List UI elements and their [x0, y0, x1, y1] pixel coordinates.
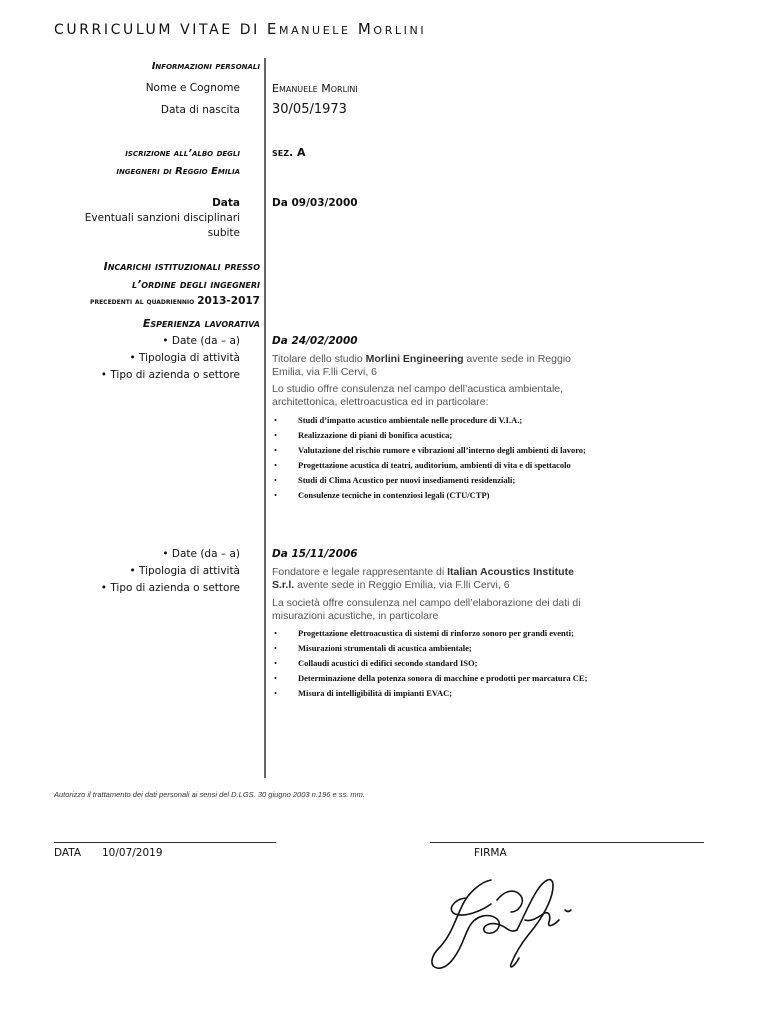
bullet-text: Misura di intelligibilità di impianti EVAC;	[298, 688, 453, 698]
section-albo	[40, 145, 240, 181]
job2-company-name: Italian Acoustics Institute	[447, 566, 574, 578]
job2-company-suffix: S.r.l.	[272, 579, 295, 591]
date-value: 10/07/2019	[102, 847, 163, 859]
job1-date-label: • Date (da – a)	[162, 335, 240, 347]
bullet-icon: •	[274, 673, 277, 683]
bullet-icon: •	[274, 658, 277, 668]
name-value: Emanuele Morlini	[272, 82, 358, 95]
sanctions-line2: subite	[207, 227, 240, 239]
name-label: Nome e Cognome	[145, 82, 240, 94]
job2-role	[272, 566, 612, 592]
handwritten-signature	[425, 860, 585, 980]
bullet-icon: •	[274, 415, 277, 425]
albo-value: sez. A	[272, 146, 306, 159]
list-item	[272, 688, 602, 699]
column-divider	[264, 58, 266, 778]
sanctions-line1: Eventuali sanzioni disciplinari	[84, 212, 240, 224]
bullet-icon: •	[274, 430, 277, 440]
job1-activity-label: • Tipologia di attività	[129, 352, 240, 364]
bullet-icon: •	[274, 475, 277, 485]
job1-role-address: Emilia, via F.lli Cervi, 6	[272, 366, 378, 378]
list-item	[272, 673, 602, 684]
job2-role-post: avente sede in Reggio Emilia, via F.lli Cervi, 6	[294, 579, 510, 591]
job1-role-post: avente sede in Reggio	[463, 353, 572, 365]
section-personal-info: Informazioni personali	[151, 61, 260, 72]
job2-bullet-list	[272, 628, 602, 703]
bullet-icon: •	[274, 460, 277, 470]
birth-value: 30/05/1973	[272, 102, 347, 117]
list-item	[272, 490, 602, 501]
list-item	[272, 445, 602, 456]
bullet-icon: •	[274, 490, 277, 500]
bullet-icon: •	[274, 445, 277, 455]
section-work-experience: Esperienza lavorativa	[142, 317, 260, 330]
document-title	[54, 20, 426, 38]
title-prefix: CURRICULUM VITAE DI	[54, 22, 267, 38]
job1-role-pre: Titolare dello studio	[272, 353, 366, 365]
bullet-text: Progettazione acustica di teatri, auditorium, ambienti di vita e di spettacolo	[298, 460, 571, 470]
title-name: Emanuele Morlini	[266, 20, 427, 38]
bullet-icon: •	[274, 688, 277, 698]
bullet-text: Realizzazione di piani di bonifica acustica;	[298, 430, 453, 440]
list-item	[272, 460, 602, 471]
privacy-consent: Autorizzo il trattamento dei dati personali ai sensi del D.LGS. 30 giugno 2003 n.196 e ss. mm.	[54, 790, 366, 799]
bullet-icon: •	[274, 628, 277, 638]
bullet-text: Studi d’impatto acustico ambientale nelle procedure di V.I.A.;	[298, 415, 523, 425]
list-item	[272, 475, 602, 486]
job1-description: Lo studio offre consulenza nel campo dell’acustica ambientale, architettonica, elettroacustica ed in particolare:	[272, 383, 564, 408]
job2-role-pre: Fondatore e legale rappresentante di	[272, 566, 448, 578]
albo-date-label: Data	[212, 197, 240, 209]
list-item	[272, 415, 602, 426]
bullet-text: Valutazione del rischio rumore e vibrazioni all’interno degli ambienti di lavoro;	[298, 445, 586, 455]
incarichi-line1: Incarichi istituzionali presso	[103, 260, 260, 273]
job2-description: La società offre consulenza nel campo dell’elaborazione dei dati di misurazioni acustiche, in particolare	[272, 597, 581, 622]
bullet-icon: •	[274, 643, 277, 653]
bullet-text: Consulenze tecniche in contenziosi legali (CTU/CTP)	[298, 490, 490, 500]
bullet-text: Collaudi acustici di edifici secondo standard ISO;	[298, 658, 478, 668]
job1-bullet-list	[272, 415, 602, 505]
incarichi-line2: l’ordine degli ingegneri	[132, 278, 260, 291]
job1-company-label: • Tipo di azienda o settore	[100, 369, 240, 381]
signature-underline	[430, 842, 704, 843]
bullet-text: Misurazioni strumentali di acustica ambientale;	[298, 643, 472, 653]
list-item	[272, 628, 602, 639]
job2-date: Da 15/11/2006	[272, 548, 358, 560]
signature-label: FIRMA	[474, 847, 507, 859]
list-item	[272, 430, 602, 441]
date-underline	[54, 842, 276, 843]
job2-company-label: • Tipo di azienda o settore	[100, 582, 240, 594]
incarichi-period-text: precedenti al quadriennio	[90, 297, 195, 307]
list-item	[272, 643, 602, 654]
date-label: DATA	[54, 847, 82, 859]
bullet-text: Studi di Clima Acustico per nuovi insediamenti residenziali;	[298, 475, 516, 485]
section-incarichi	[40, 258, 260, 294]
bullet-text: Determinazione della potenza sonora di macchine e prodotti per marcatura CE;	[298, 673, 588, 683]
incarichi-period-year: 2013-2017	[197, 295, 260, 307]
list-item	[272, 658, 602, 669]
albo-line2: ingegneri di Reggio Emilia	[116, 166, 240, 177]
birth-label: Data di nascita	[160, 104, 240, 116]
bullet-text: Progettazione elettroacustica di sistemi di rinforzo sonoro per grandi eventi;	[298, 628, 574, 638]
incarichi-period	[40, 295, 260, 307]
job2-activity-label: • Tipologia di attività	[129, 565, 240, 577]
sanctions-label	[40, 211, 240, 241]
job2-date-label: • Date (da – a)	[162, 548, 240, 560]
albo-line1: iscrizione all’albo degli	[125, 148, 240, 159]
albo-date-value: Da 09/03/2000	[272, 197, 358, 209]
job1-date: Da 24/02/2000	[272, 335, 358, 347]
job1-role	[272, 353, 612, 379]
job1-company-name: Morlini Engineering	[365, 353, 464, 365]
